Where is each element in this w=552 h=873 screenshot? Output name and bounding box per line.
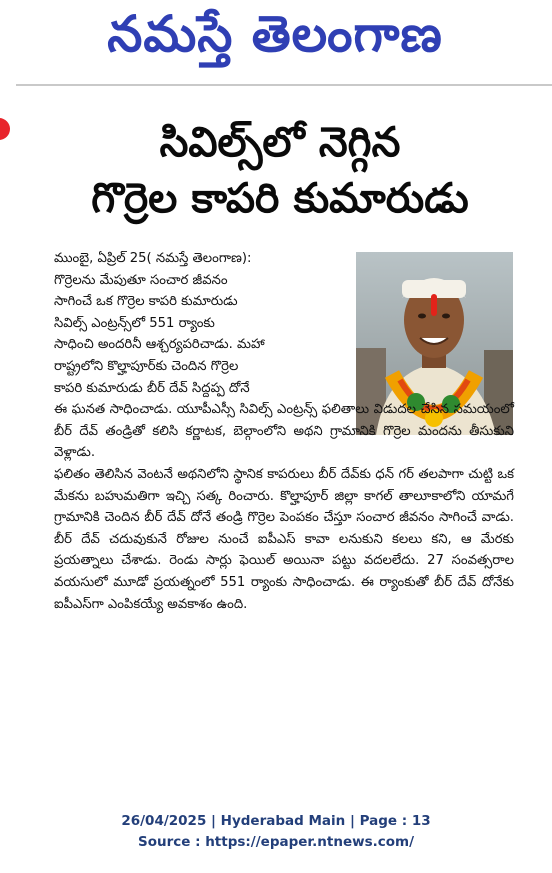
masthead-divider [16, 84, 552, 86]
article-body [54, 248, 514, 615]
article-paragraph-1: ఈ ఘనత సాధించాడు. యూపీఎస్సీ సివిల్స్ ఎంట్రన్స్ ఫలితాలు విడుదల చేసిన సమయంలో బీర్ దేవ్ తండ్రితో కలిసి కర్ణాటక, బెల్గాంలోని అథని గ్రామానికి గొర్రెల మందను తీసుకుని వెళ్లాడు. [54, 402, 514, 461]
article-line: సాగించే ఒక గొర్రెల కాపరి కుమారుడు [54, 294, 238, 310]
headline-line-2: గొర్రెల కాపరి కుమారుడు [91, 174, 469, 222]
article-line: సాధించి అందరినీ ఆశ్చర్యపరిచాడు. మహా [54, 337, 265, 353]
red-edge-marker [0, 118, 10, 140]
article-line: రాష్ట్రలోని కొల్హాపూర్‌కు చెందిన గొర్రెల [54, 358, 239, 374]
article-line: సివిల్స్ ఎంట్రన్స్‌లో 551 ర్యాంకు [54, 315, 215, 331]
newspaper-masthead: నమస్తే తెలంగాణ [107, 4, 443, 63]
article-line: ముంబై, ఏప్రిల్ 25( నమస్తే తెలంగాణ): [54, 251, 252, 266]
article-intro-block [54, 248, 346, 399]
headline-line-1: సివిల్స్‌లో నెగ్గిన [159, 118, 401, 166]
footer-edition-info: 26/04/2025 | Hyderabad Main | Page : 13 [121, 813, 431, 829]
footer-source-link[interactable]: Source : https://epaper.ntnews.com/ [137, 834, 415, 850]
article-line: గొర్రెలను మేపుతూ సంచార జీవనం [54, 272, 228, 288]
article-line: కాపరి కుమారుడు బీర్ దేవ్ సిద్దప్ప దోనే [54, 380, 250, 396]
article-paragraph-2: ఫలితం తెలిసిన వెంటనే అథనిలోని స్థానిక కాపరులు బీర్ దేవ్‌కు ధన్ గర్ తలపాగా చుట్టి ఒక మేకను బహుమతిగా ఇచ్చి సత్క రించారు. కొల్హాపూర్ జిల్లా కాగల్ తాలూకాలోని యామగే గ్రామానికి చెందిన బీర్ దేవ్ దోనే తండ్రి గొర్రెల పెంపకం చేస్తూ సంచార జీవనం సాగించే వాడు. బీర్ దేవ్ చదువుకునే రోజుల నుంచే ఐపీఎస్ కావా లనుకుని కలలు కని, ఆ మేరకు ప్రయత్నాలు చేశాడు. రెండు సార్లు ఫెయిల్ అయినా పట్టు వదలలేదు. 27 సంవత్సరాల వయసులో మూడో ప్రయత్నంలో 551 ర్యాంకు సాధించాడు. ఈ ర్యాంకుతో బీర్ దేవ్ దోనేకు ఐపీఎస్‌గా ఎంపికయ్యే అవకాశం ఉంది. [54, 466, 514, 612]
